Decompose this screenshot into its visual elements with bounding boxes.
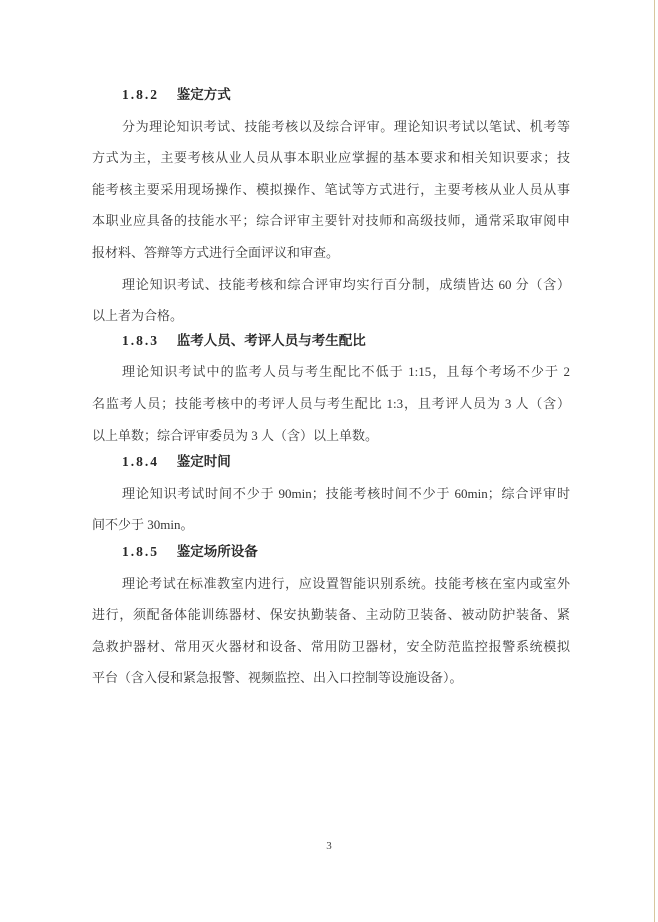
heading-number: 1.8.3 (122, 332, 159, 348)
paragraph-line: 间不少于 30min。 (92, 517, 194, 533)
heading-number: 1.8.5 (122, 543, 159, 559)
paragraph-line: 能考核主要采用现场操作、模拟操作、笔试等方式进行，主要考核从业人员从事 (92, 181, 570, 197)
paragraph-line: 进行，须配备体能训练器材、保安执勤装备、主动防卫装备、被动防护装备、紧 (92, 607, 570, 623)
page-number: 3 (326, 840, 332, 852)
paragraph-line: 理论知识考试时间不少于 90min；技能考核时间不少于 60min；综合评审时 (122, 485, 570, 501)
heading-title: 监考人员、考评人员与考生配比 (176, 332, 366, 348)
paragraph-line: 以上者为合格。 (92, 308, 184, 324)
section-heading-1-8-3 (92, 325, 570, 357)
paragraph-line: 急救护器材、常用灭火器材和设备、常用防卫器材，安全防范监控报警系统模拟 (92, 638, 570, 654)
paragraph-line: 理论知识考试中的监考人员与考生配比不低于 1:15，且每个考场不少于 2 (122, 364, 570, 380)
document-body (92, 79, 570, 694)
paragraph-line: 本职业应具备的技能水平；综合评审主要针对技师和高级技师，通常采取审阅申 (92, 213, 570, 229)
page-edge-divider (654, 0, 655, 922)
paragraph-line: 以上单数；综合评审委员为 3 人（含）以上单数。 (92, 427, 379, 443)
heading-number: 1.8.4 (122, 454, 159, 470)
paragraph-line: 报材料、答辩等方式进行全面评议和审查。 (92, 244, 340, 260)
section-heading-1-8-2 (92, 79, 570, 111)
heading-number: 1.8.2 (122, 87, 159, 102)
paragraph-line: 分为理论知识考试、技能考核以及综合评审。理论知识考试以笔试、机考等 (122, 118, 570, 134)
paragraph-line: 名监考人员；技能考核中的考评人员与考生配比 1:3，且考评人员为 3 人（含） (92, 395, 570, 411)
section-heading-1-8-5 (92, 536, 570, 568)
paragraph-line: 平台（含入侵和紧急报警、视频监控、出入口控制等设施设备）。 (92, 670, 463, 686)
paragraph-line: 理论知识考试、技能考核和综合评审均实行百分制，成绩皆达 60 分（含） (122, 276, 570, 292)
paragraph-line: 方式为主，主要考核从业人员从事本职业应掌握的基本要求和相关知识要求；技 (92, 150, 570, 166)
heading-title: 鉴定方式 (176, 87, 231, 102)
heading-title: 鉴定场所设备 (176, 543, 258, 559)
heading-title: 鉴定时间 (176, 454, 231, 470)
paragraph-line: 理论考试在标准教室内进行，应设置智能识别系统。技能考核在室内或室外 (122, 575, 570, 591)
